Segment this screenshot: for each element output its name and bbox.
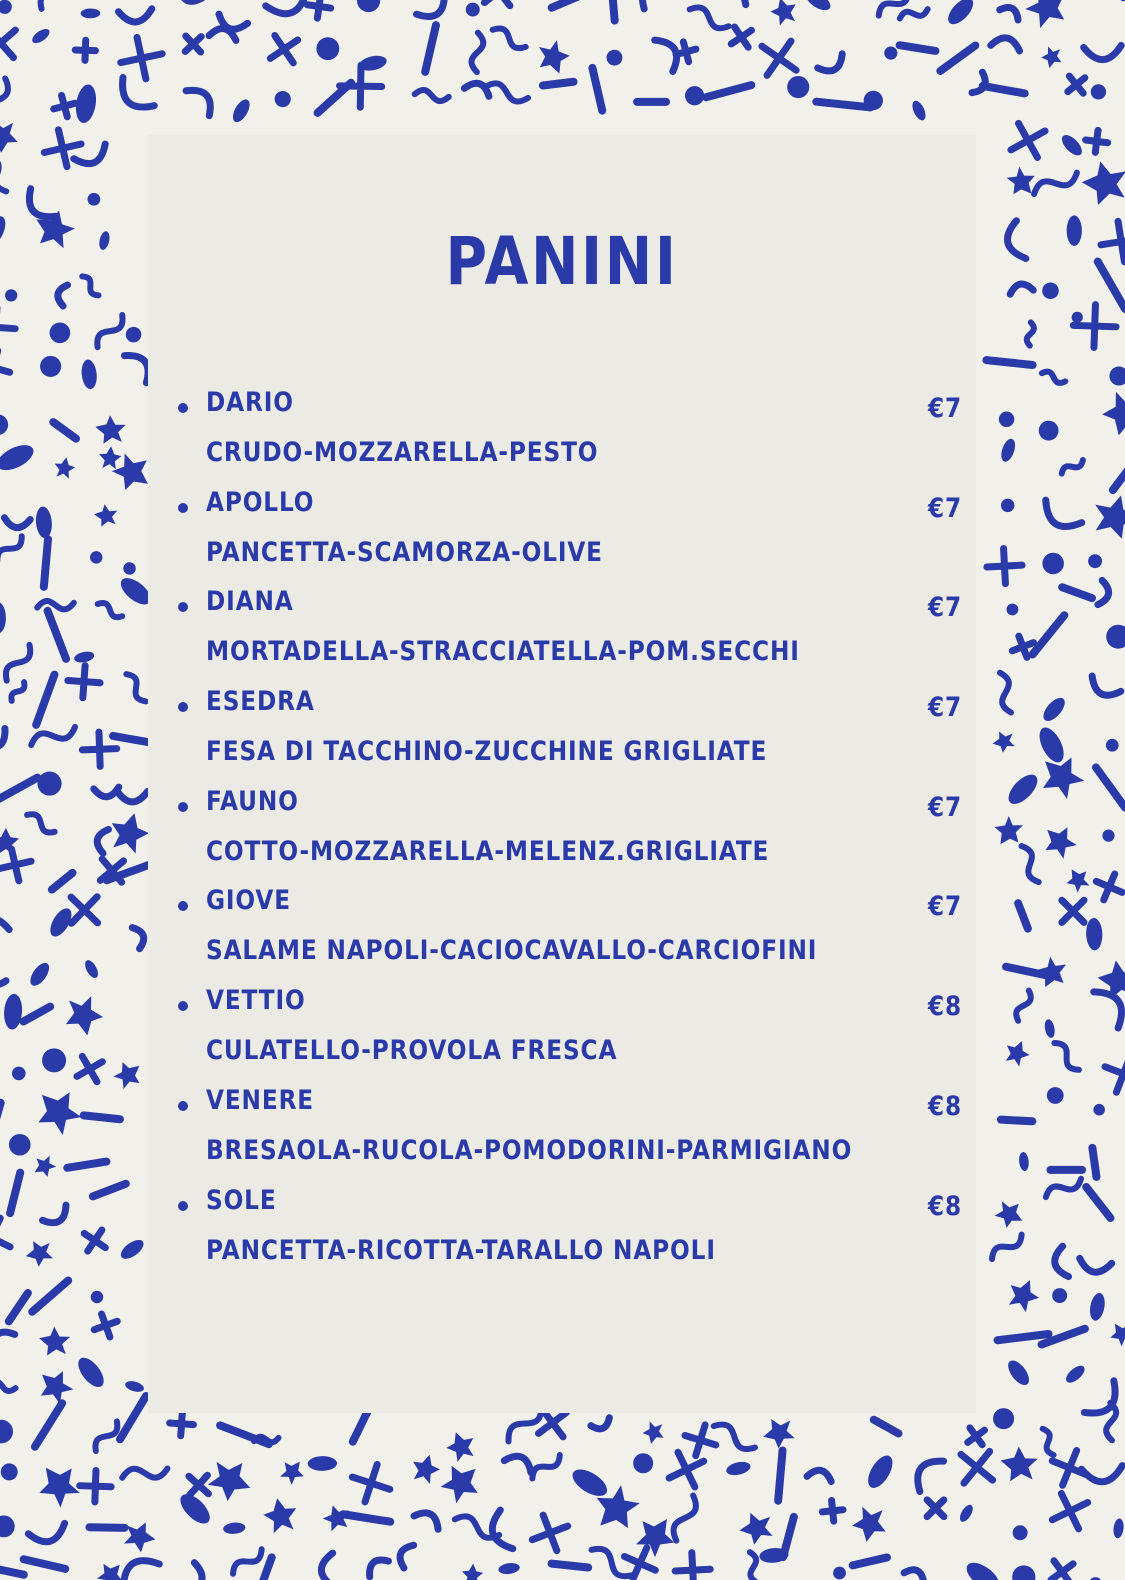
menu-item [173,1083,969,1183]
item-name: VETTIO [206,985,306,1017]
item-description: COTTO-MOZZARELLA-MELENZ.GRIGLIATE [206,835,770,867]
item-description: PANCETTA-SCAMORZA-OLIVE [206,536,603,568]
menu-item [173,784,969,884]
item-name: FAUNO [206,785,299,817]
item-price: €7 [928,692,963,724]
item-price: €7 [928,891,963,923]
item-description: BRESAOLA-RUCOLA-POMODORINI-PARMIGIANO [206,1134,853,1166]
bullet-icon [178,503,188,513]
item-name: ESEDRA [206,686,315,718]
item-name: SOLE [206,1184,277,1216]
item-description: SALAME NAPOLI-CACIOCAVALLO-CARCIOFINI [206,935,818,967]
item-description: CRUDO-MOZZARELLA-PESTO [206,437,599,468]
item-description: PANCETTA-RICOTTA-TARALLO NAPOLI [206,1234,716,1266]
menu-list [173,385,969,1282]
menu-item [173,883,969,983]
menu-item [173,584,969,684]
menu-item [173,983,969,1083]
bullet-icon [178,802,188,812]
menu-item [173,485,969,585]
menu-item [173,684,969,784]
item-name: DARIO [206,387,294,418]
bullet-icon [178,702,188,712]
bullet-icon [178,901,188,911]
bullet-icon [178,1101,188,1111]
bullet-icon [178,602,188,612]
item-description: FESA DI TACCHINO-ZUCCHINE GRIGLIATE [206,736,768,768]
item-price: €8 [928,1190,963,1222]
menu-item [173,1183,969,1283]
item-price: €7 [928,791,963,823]
item-price: €7 [928,592,963,624]
item-price: €7 [928,393,963,424]
bullet-icon [178,1201,188,1211]
item-price: €7 [928,492,963,524]
menu-item [173,385,969,485]
item-price: €8 [928,1090,963,1122]
item-description: CULATELLO-PROVOLA FRESCA [206,1035,618,1067]
menu-panel [148,135,976,1413]
item-name: APOLLO [206,486,315,518]
item-name: VENERE [206,1084,315,1116]
item-name: DIANA [206,586,294,618]
menu-title: PANINI [445,223,679,300]
item-description: MORTADELLA-STRACCIATELLA-POM.SECCHI [206,636,800,668]
item-price: €8 [928,991,963,1023]
bullet-icon [178,1001,188,1011]
item-name: GIOVE [206,885,291,917]
bullet-icon [178,403,188,413]
